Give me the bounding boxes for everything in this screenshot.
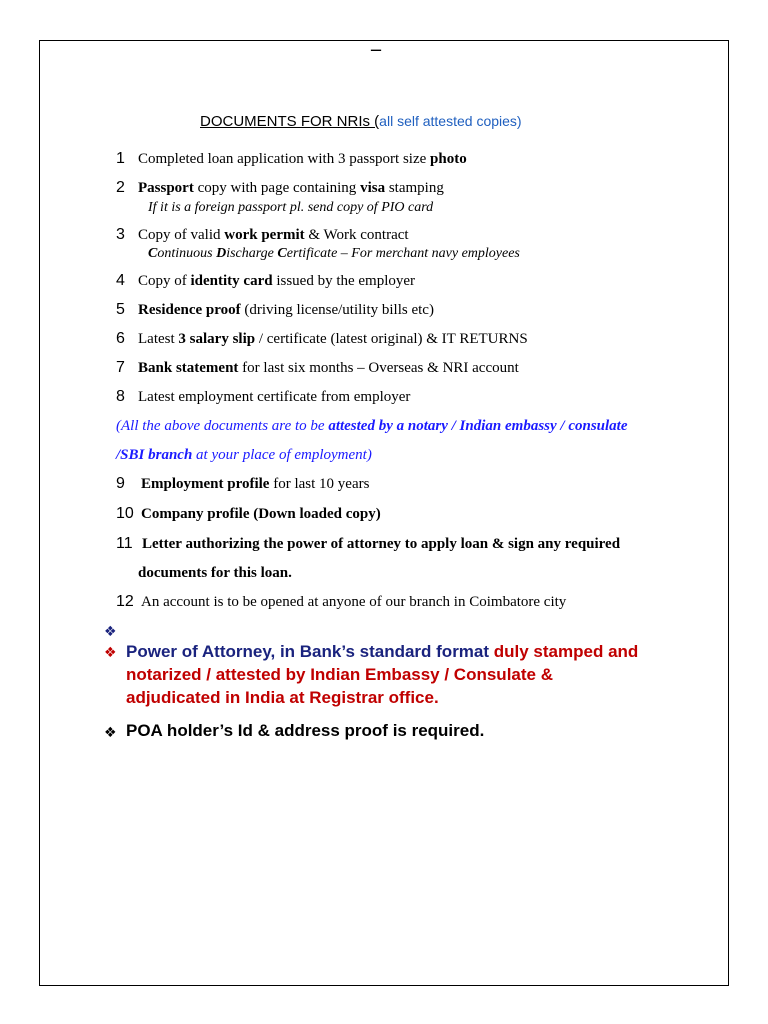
item-text: ischarge: [226, 246, 278, 261]
list-item: [138, 273, 415, 290]
item-number: 2: [116, 179, 125, 196]
item-text: & Work contract: [304, 227, 409, 243]
item-text: Completed loan application with 3 passport size: [138, 151, 431, 167]
item-text: Latest employment certificate from employer: [138, 389, 411, 405]
item-text: Copy of: [138, 273, 191, 289]
item-text-bold: 3 salary slip: [178, 331, 256, 347]
item-number: 9: [116, 475, 125, 492]
item-text: ertificate – For merchant navy employees: [286, 246, 520, 261]
item-number: 7: [116, 359, 125, 376]
list-item: [141, 476, 369, 493]
title-note: all self attested copies): [379, 113, 522, 129]
empty-bullet-icon: ❖: [104, 624, 117, 640]
item-number: 3: [116, 226, 125, 243]
attest-note-line2: /SBI branch at your place of employment): [116, 447, 372, 463]
item-number: 6: [116, 330, 125, 347]
page-title: [200, 113, 522, 130]
item-text-bold: Bank statement: [138, 360, 239, 376]
item-subnote: If it is a foreign passport pl. send copy of PIO card: [148, 200, 434, 215]
item-text-bold: C: [148, 246, 158, 261]
attest-note-line1: (All the above documents are to be attested by a notary / Indian embassy / consulate: [116, 418, 628, 434]
poa-line3: adjudicated in India at Registrar office.: [126, 688, 439, 707]
list-item: [138, 389, 410, 406]
item-text: An account is to be opened at anyone of our branch in Coimbatore city: [141, 594, 567, 610]
item-text: copy with page containing: [193, 180, 361, 196]
item-text-bold: Residence proof: [138, 302, 241, 318]
poa-line1: Power of Attorney, in Bank’s standard format duly stamped and: [126, 642, 639, 661]
item-subnote: [148, 246, 520, 262]
item-text: Latest: [138, 331, 179, 347]
item-number: 4: [116, 272, 125, 289]
list-item: [141, 506, 381, 523]
header-dash: –: [371, 38, 381, 60]
item-number: 1: [116, 150, 125, 167]
item-text-bold: photo: [430, 151, 467, 167]
list-item: [138, 302, 434, 319]
item-text-bold: D: [216, 246, 227, 261]
item-text-bold: Company profile (Down loaded copy): [141, 506, 381, 522]
item-text: for last six months – Overseas & NRI account: [238, 360, 519, 376]
item-text: / certificate (latest original) & IT RETURNS: [255, 331, 528, 347]
item-text-bold: visa: [360, 180, 386, 196]
list-item: [138, 227, 409, 244]
list-item-line2: documents for this loan.: [138, 565, 292, 581]
item-text-bold: work permit: [224, 227, 305, 243]
list-item: [138, 151, 467, 168]
list-item-line1: Letter authorizing the power of attorney to apply loan & sign any required: [142, 536, 621, 552]
item-text: stamping: [385, 180, 444, 196]
item-text-bold: Passport: [138, 180, 194, 196]
item-text-bold: C: [277, 246, 287, 261]
item-text-bold: identity card: [190, 273, 273, 289]
diamond-bullet-icon: ❖: [104, 725, 117, 741]
item-text: Copy of valid: [138, 227, 225, 243]
list-item: [138, 180, 444, 197]
item-number: 10: [116, 505, 134, 522]
list-item: [138, 331, 528, 348]
item-number: 12: [116, 593, 134, 610]
item-number: 11: [116, 535, 133, 552]
title-main: DOCUMENTS FOR NRIs (: [200, 113, 380, 130]
item-text: for last 10 years: [269, 476, 370, 492]
item-text: (driving license/utility bills etc): [240, 302, 434, 318]
diamond-bullet-icon: ❖: [104, 645, 117, 661]
poa-holder-line: POA holder’s Id & address proof is required.: [126, 721, 485, 740]
poa-line2: notarized / attested by Indian Embassy / Consulate &: [126, 665, 553, 684]
list-item: [138, 360, 519, 377]
item-text: issued by the employer: [272, 273, 416, 289]
item-number: 8: [116, 388, 125, 405]
list-item: [141, 594, 566, 611]
item-text: ontinuous: [157, 246, 217, 261]
item-text-bold: Employment profile: [141, 476, 270, 492]
item-number: 5: [116, 301, 125, 318]
